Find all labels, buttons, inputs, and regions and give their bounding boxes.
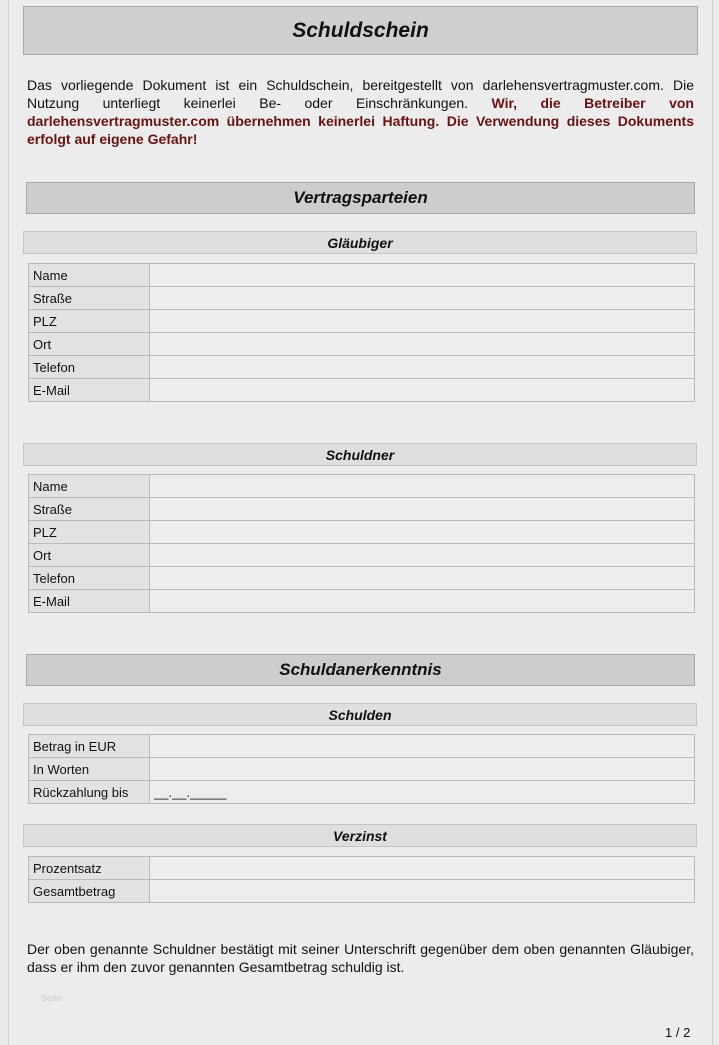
table-row <box>29 544 695 567</box>
document-page <box>8 0 713 1045</box>
field-label: E-Mail <box>29 379 150 402</box>
field-label: Ort <box>29 544 150 567</box>
subheading-debts: Schulden <box>23 703 697 726</box>
field-label: Straße <box>29 498 150 521</box>
creditor-street-field[interactable] <box>150 287 695 310</box>
table-row <box>29 498 695 521</box>
table-row <box>29 287 695 310</box>
table-row <box>29 310 695 333</box>
creditor-city-field[interactable] <box>150 333 695 356</box>
table-row <box>29 880 695 903</box>
section-heading-acknowledgement: Schuldanerkenntnis <box>26 654 695 686</box>
debts-table <box>28 734 695 804</box>
field-label: Betrag in EUR <box>29 735 150 758</box>
subheading-creditor: Gläubiger <box>23 231 697 254</box>
amount-field[interactable] <box>150 735 695 758</box>
creditor-table <box>28 263 695 402</box>
creditor-phone-field[interactable] <box>150 356 695 379</box>
debtor-table <box>28 474 695 613</box>
faint-footnote: Seite <box>41 993 62 1003</box>
field-label: E-Mail <box>29 590 150 613</box>
closing-statement: Der oben genannte Schuldner bestätigt mit seiner Unterschrift gegenüber dem oben genannten Gläubiger, dass er ihm den zuvor genannten Gesamtbetrag schuldig ist. <box>27 941 694 975</box>
intro-text: Das vorliegende Dokument ist ein Schuldschein, bereitgestellt von darlehensvertragmuster.com. Die Nutzung unterliegt keinerlei Be- oder Einschränkungen. <box>27 77 694 111</box>
debtor-email-field[interactable] <box>150 590 695 613</box>
intro-paragraph <box>27 76 694 148</box>
table-row <box>29 735 695 758</box>
page-number: 1 / 2 <box>665 1025 691 1040</box>
table-row <box>29 475 695 498</box>
field-label: Straße <box>29 287 150 310</box>
table-row <box>29 264 695 287</box>
table-row <box>29 781 695 804</box>
table-row <box>29 521 695 544</box>
field-label: Telefon <box>29 356 150 379</box>
field-label: PLZ <box>29 521 150 544</box>
field-label: Name <box>29 264 150 287</box>
table-row <box>29 758 695 781</box>
amount-in-words-field[interactable] <box>150 758 695 781</box>
field-label: PLZ <box>29 310 150 333</box>
field-label: Rückzahlung bis <box>29 781 150 804</box>
document-title: Schuldschein <box>23 6 698 55</box>
total-amount-field[interactable] <box>150 880 695 903</box>
repayment-date-field[interactable]: __.__._____ <box>150 781 695 804</box>
debtor-zip-field[interactable] <box>150 521 695 544</box>
field-label: In Worten <box>29 758 150 781</box>
debtor-city-field[interactable] <box>150 544 695 567</box>
table-row <box>29 356 695 379</box>
field-label: Name <box>29 475 150 498</box>
table-row <box>29 590 695 613</box>
creditor-zip-field[interactable] <box>150 310 695 333</box>
creditor-email-field[interactable] <box>150 379 695 402</box>
interest-table <box>28 856 695 903</box>
field-label: Prozentsatz <box>29 857 150 880</box>
table-row <box>29 333 695 356</box>
liability-warning: Wir, die Betreiber von darlehensvertragmuster.com übernehmen keinerlei Haftung. Die Verwendung dieses Dokuments erfolgt auf eigene Gefahr! <box>27 95 694 147</box>
field-label: Gesamtbetrag <box>29 880 150 903</box>
subheading-interest: Verzinst <box>23 824 697 847</box>
table-row <box>29 857 695 880</box>
field-label: Telefon <box>29 567 150 590</box>
interest-rate-field[interactable] <box>150 857 695 880</box>
section-heading-parties: Vertragsparteien <box>26 182 695 214</box>
creditor-name-field[interactable] <box>150 264 695 287</box>
debtor-phone-field[interactable] <box>150 567 695 590</box>
table-row <box>29 379 695 402</box>
table-row <box>29 567 695 590</box>
debtor-name-field[interactable] <box>150 475 695 498</box>
debtor-street-field[interactable] <box>150 498 695 521</box>
field-label: Ort <box>29 333 150 356</box>
subheading-debtor: Schuldner <box>23 443 697 466</box>
